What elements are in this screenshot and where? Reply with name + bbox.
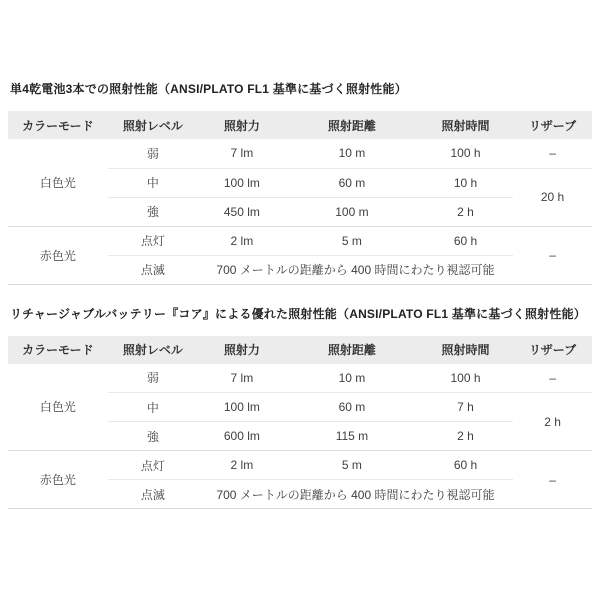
table-row [8, 226, 592, 255]
cell-power: 7 lm [198, 364, 286, 393]
cell-level: 点灯 [108, 226, 198, 255]
cell-reserve: – [513, 226, 592, 284]
cell-color-mode-red: 赤色光 [8, 451, 108, 509]
section-title-core: リチャージャブルバッテリー『コア』による優れた照射性能（ANSI/PLATO FL1 基準に基づく照射性能） [10, 306, 586, 321]
col-header-runtime: 照射時間 [418, 336, 513, 364]
cell-runtime: 7 h [418, 393, 513, 422]
spec-table-battery [8, 111, 592, 285]
cell-power: 600 lm [198, 422, 286, 451]
section-battery-performance [8, 80, 592, 285]
cell-runtime: 60 h [418, 451, 513, 480]
cell-runtime: 2 h [418, 422, 513, 451]
cell-runtime: 2 h [418, 197, 513, 226]
cell-reserve: – [513, 451, 592, 509]
col-header-distance: 照射距離 [286, 336, 418, 364]
section-core-performance [8, 305, 592, 510]
col-header-level: 照射レベル [108, 111, 198, 139]
cell-power: 7 lm [198, 139, 286, 168]
cell-level: 弱 [108, 364, 198, 393]
header-row [8, 336, 592, 364]
col-header-reserve: リザーブ [513, 336, 592, 364]
cell-level: 中 [108, 168, 198, 197]
cell-distance: 10 m [286, 364, 418, 393]
cell-distance: 5 m [286, 451, 418, 480]
spec-table-core [8, 336, 592, 510]
cell-runtime: 10 h [418, 168, 513, 197]
cell-power: 100 lm [198, 168, 286, 197]
col-header-power: 照射力 [198, 336, 286, 364]
cell-color-mode-white: 白色光 [8, 364, 108, 451]
section-title-battery: 単4乾電池3本での照射性能（ANSI/PLATO FL1 基準に基づく照射性能） [10, 82, 407, 96]
cell-level: 点滅 [108, 255, 198, 284]
cell-level: 強 [108, 197, 198, 226]
cell-level: 中 [108, 393, 198, 422]
col-header-reserve: リザーブ [513, 111, 592, 139]
table-row [8, 451, 592, 480]
cell-power: 100 lm [198, 393, 286, 422]
cell-color-mode-white: 白色光 [8, 139, 108, 226]
cell-distance: 115 m [286, 422, 418, 451]
cell-power: 2 lm [198, 451, 286, 480]
col-header-runtime: 照射時間 [418, 111, 513, 139]
table-row [8, 139, 592, 168]
cell-level: 点滅 [108, 480, 198, 509]
col-header-level: 照射レベル [108, 336, 198, 364]
cell-power: 2 lm [198, 226, 286, 255]
cell-blink-note: 700 メートルの距離から 400 時間にわたり視認可能 [198, 255, 513, 284]
cell-distance: 10 m [286, 139, 418, 168]
cell-power: 450 lm [198, 197, 286, 226]
col-header-color-mode: カラーモード [8, 336, 108, 364]
cell-level: 点灯 [108, 451, 198, 480]
table-row [8, 364, 592, 393]
col-header-distance: 照射距離 [286, 111, 418, 139]
cell-reserve: – [513, 139, 592, 168]
cell-level: 弱 [108, 139, 198, 168]
cell-color-mode-red: 赤色光 [8, 226, 108, 284]
cell-distance: 100 m [286, 197, 418, 226]
cell-blink-note: 700 メートルの距離から 400 時間にわたり視認可能 [198, 480, 513, 509]
cell-reserve: 20 h [513, 168, 592, 226]
col-header-color-mode: カラーモード [8, 111, 108, 139]
cell-distance: 60 m [286, 168, 418, 197]
cell-reserve: 2 h [513, 393, 592, 451]
col-header-power: 照射力 [198, 111, 286, 139]
cell-level: 強 [108, 422, 198, 451]
cell-distance: 5 m [286, 226, 418, 255]
cell-runtime: 60 h [418, 226, 513, 255]
cell-runtime: 100 h [418, 364, 513, 393]
header-row [8, 111, 592, 139]
cell-distance: 60 m [286, 393, 418, 422]
cell-reserve: – [513, 364, 592, 393]
cell-runtime: 100 h [418, 139, 513, 168]
